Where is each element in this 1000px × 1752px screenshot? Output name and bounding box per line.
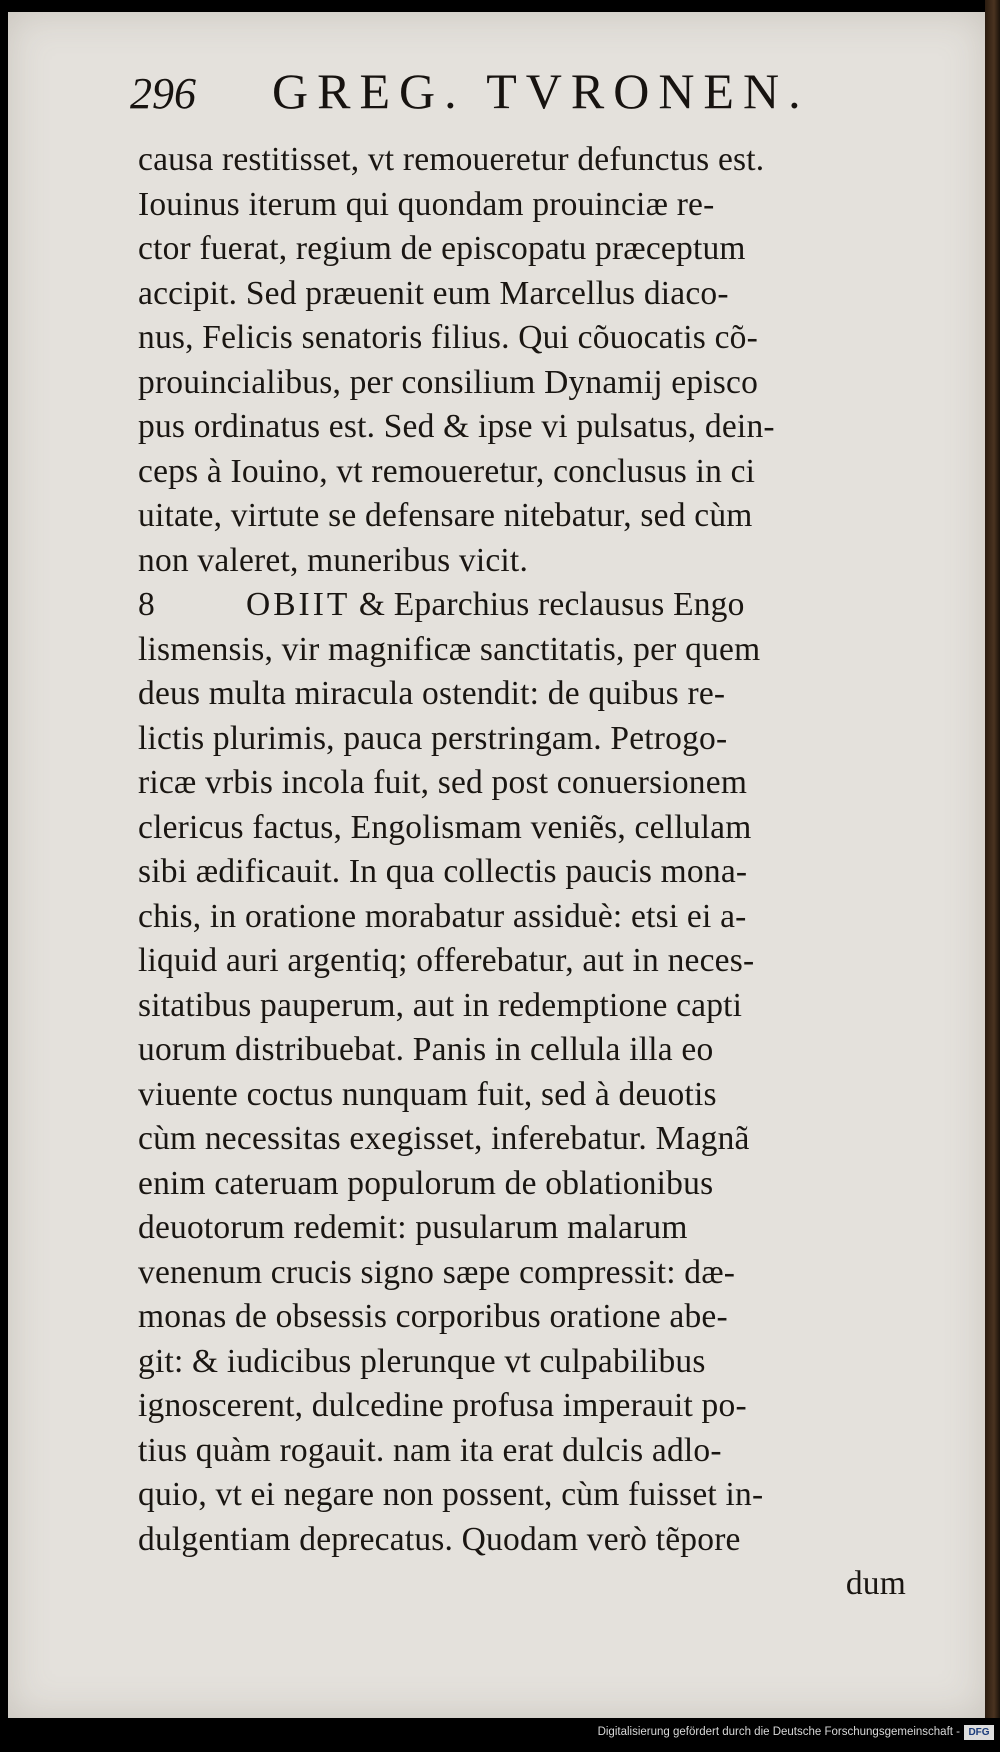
body-text [138,138,906,1607]
text-line: pus ordinatus est. Sed & ipse vi pulsatus, dein- [138,408,775,445]
running-title: GREG. TVRONEN. [272,63,810,119]
catchword: dum [845,1565,906,1602]
footer-credit: Digitalisierung gefördert durch die Deutsche Forschungsgemeinschaft - [597,1726,960,1738]
section-first-line-rest: & Eparchius reclausus Engo [358,586,745,623]
text-line: sibi ædificauit. In qua collectis paucis mona- [138,853,748,890]
text-line: dulgentiam deprecatus. Quodam verò tẽpore [138,1520,741,1558]
text-line: prouincialibus, per consilium Dynamij episco [138,363,759,401]
text-line: git: & iudicibus plerunque vt culpabilibus [138,1342,706,1380]
text-line: nus, Felicis senatoris filius. Qui cõuocatis cõ- [138,319,758,356]
footer-bar [0,1718,1000,1752]
text-line: uitate, virtute se defensare nitebatur, sed cùm [138,497,753,534]
text-line: Iouinus iterum qui quondam prouinciæ re- [138,185,715,223]
text-line: cùm necessitas exegisset, inferebatur. Magnã [138,1120,750,1157]
text-line: accipit. Sed præuenit eum Marcellus diaco- [138,274,729,312]
text-line: quio, vt ei negare non possent, cùm fuisset in- [138,1476,764,1513]
text-line: deuotorum redemit: pusularum malarum [138,1209,688,1246]
page-number: 296 [130,69,196,118]
text-line: ricæ vrbis incola fuit, sed post conuersionem [138,764,748,801]
page-header [130,62,830,142]
text-line: lictis plurimis, pauca perstringam. Petrogo- [138,719,728,757]
text-line: ignoscerent, dulcedine profusa imperauit po- [138,1387,747,1424]
section-number: 8 [138,586,155,623]
section-first-line [138,583,906,628]
text-line: monas de obsessis corporibus oratione abe- [138,1298,728,1335]
text-line: non valeret, muneribus vicit. [138,541,529,579]
text-line: sitatibus pauperum, aut in redemptione capti [138,986,743,1024]
text-line: liquid auri argentiq; offerebatur, aut in neces- [138,942,755,979]
text-line: clericus factus, Engolismam veniẽs, cellulam [138,808,752,846]
text-line: ctor fuerat, regium de episcopatu præceptum [138,230,746,267]
dfg-logo: DFG [964,1725,994,1740]
text-line: deus multa miracula ostendit: de quibus re- [138,675,726,712]
text-line: venenum crucis signo sæpe compressit: dæ- [138,1253,736,1291]
book-edge [985,0,1000,1752]
section-first-word: OBIIT [246,586,351,623]
text-line: uorum distribuebat. Panis in cellula illa eo [138,1031,714,1068]
text-line: chis, in oratione morabatur assiduè: etsi ei a- [138,897,747,935]
text-line: causa restitisset, vt remoueretur defunctus est. [138,141,765,178]
text-line: ceps à Iouino, vt remoueretur, conclusus in ci [138,452,756,490]
text-line: tius quàm rogauit. nam ita erat dulcis adlo- [138,1431,722,1469]
text-line: lismensis, vir magnificæ sanctitatis, per quem [138,630,761,668]
text-line: enim cateruam populorum de oblationibus [138,1164,714,1202]
text-line: viuente coctus nunquam fuit, sed à deuotis [138,1075,717,1113]
